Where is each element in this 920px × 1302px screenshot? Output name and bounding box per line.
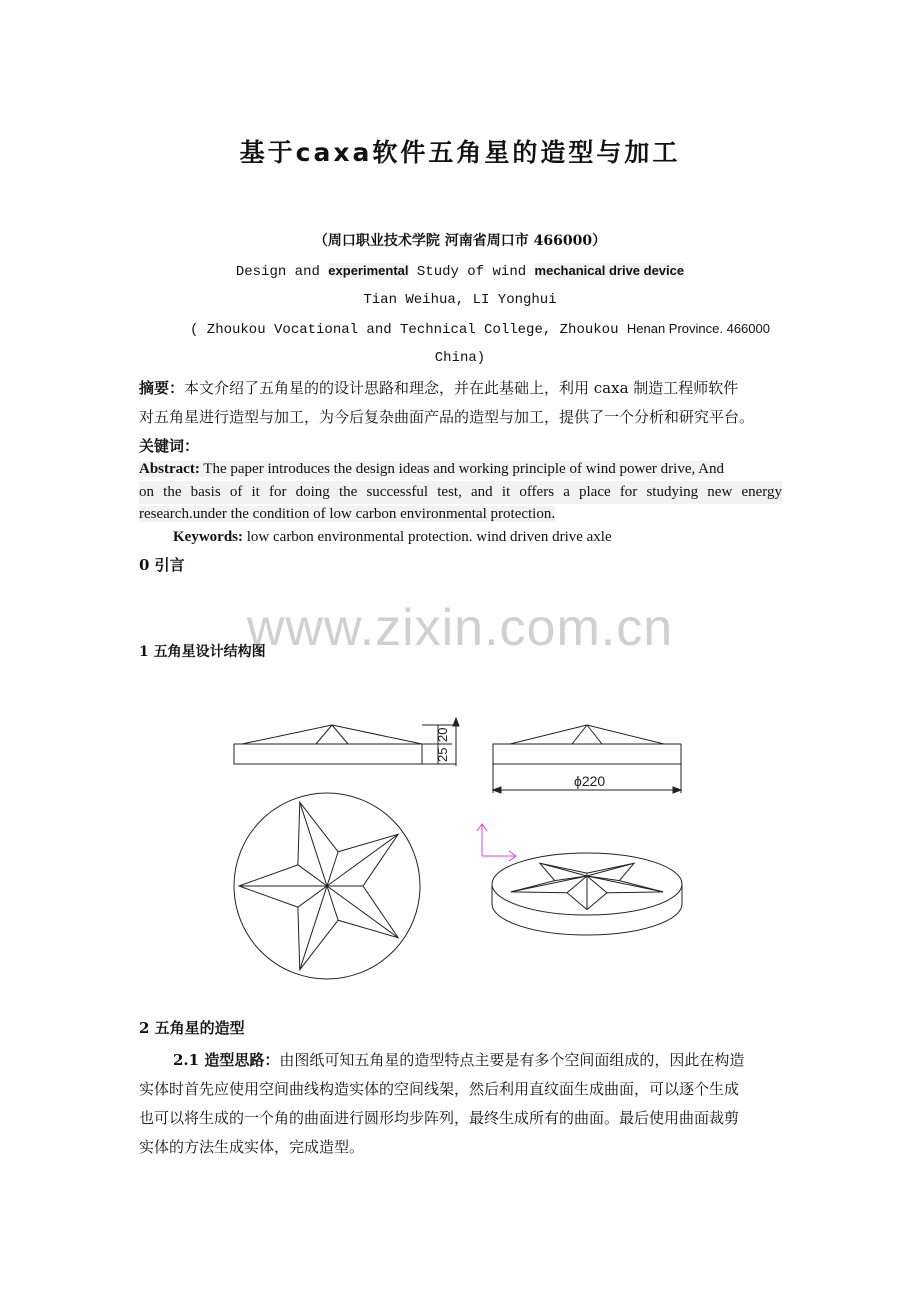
english-title [0,263,920,280]
keywords-en-text: low carbon environmental protection. wind driven drive axle [243,529,612,545]
page-title: 基于caxa软件五角星的造型与加工 [239,138,681,167]
english-authors: Tian Weihua, LI Yonghui [363,292,557,308]
dim-20-label: 20 [435,727,450,742]
abstract-cn [139,377,782,398]
iso-star-ridge [587,876,663,892]
abstract-en-line [139,503,555,526]
abstract-cn-line: 本文介绍了五角星的的设计思路和理念，并在此基础上，利用 caxa 制造工程师软件 [184,379,739,397]
english-title-part: Design and [235,264,329,280]
top-view [234,793,420,979]
abstract-en-label: Abstract: [139,461,200,477]
abstract-cn-label: 摘要： [139,379,185,397]
keywords-cn-label: 关键词： [139,437,200,455]
front-view [234,718,459,766]
axis-arrows [477,824,516,861]
section-21-line: 实体的方法生成实体，完成造型。 [139,1138,365,1156]
abstract-en-line: The paper introduces the design ideas and working principle of wind power drive, And [199,461,725,477]
dim-220-label: ϕ220 [574,773,606,789]
section-21-line: 由图纸可知五角星的造型特点主要是有多个空间面组成的，因此在构造 [279,1051,745,1069]
watermark: www.zixin.com.cn [246,599,674,657]
abstract-en-line: on the basis of it for doing the successful test, and it offers a place for studying new energy [139,481,782,504]
section-21-label: 2.1 造型思路： [173,1051,280,1069]
english-affiliation-part: ( Zhoukou Vocational and Technical College, Zhoukou [190,322,627,338]
english-affiliation-part: Henan Province. 466000 [626,321,770,336]
english-title-part: Study of wind [408,264,535,280]
star-ridge [298,886,327,907]
english-affiliation-country: China) [434,350,486,366]
section-21-paragraph [173,1049,782,1070]
english-title-part: mechanical drive device [534,263,685,278]
star-ridge [298,865,327,886]
star-ridge [300,886,327,970]
star-ridge [327,886,398,938]
section-21-line: 也可以将生成的一个角的曲面进行圆形均步阵列，最终生成所有的曲面。最后使用曲面裁剪 [139,1109,740,1127]
star-design-drawing [220,700,700,1010]
star-ridge [327,834,398,886]
star-ridge [300,802,327,886]
iso-star-ridge [540,863,587,876]
iso-star-ridge [587,863,634,876]
star-ridge [327,886,338,920]
section-heading-2: 2 五角星的造型 [139,1019,245,1037]
abstract-cn-line: 对五角星进行造型与加工，为今后复杂曲面产品的造型与加工，提供了一个分析和研究平台。 [139,408,755,426]
abstract-en [139,458,782,481]
dim-25-label: 25 [435,747,450,762]
section-heading-1: 1 五角星设计结构图 [139,644,266,660]
section-21-line: 实体时首先应使用空间曲线构造实体的空间线架，然后利用直纹面生成曲面，可以逐个生成 [139,1080,740,1098]
isometric-view [492,853,682,935]
affiliation-cn: （周口职业技术学院 河南省周口市 466000） [313,233,607,249]
iso-star-ridge [511,876,587,892]
star-ridge [327,852,338,886]
keywords-en [173,526,612,549]
english-affiliation [190,321,790,338]
english-title-part: experimental [328,263,409,278]
abstract-en-line-text: research.under the condition of low carbon environmental protection. [139,506,556,522]
keywords-en-label: Keywords: [173,529,243,545]
section-heading-0: 0 引言 [139,556,185,574]
